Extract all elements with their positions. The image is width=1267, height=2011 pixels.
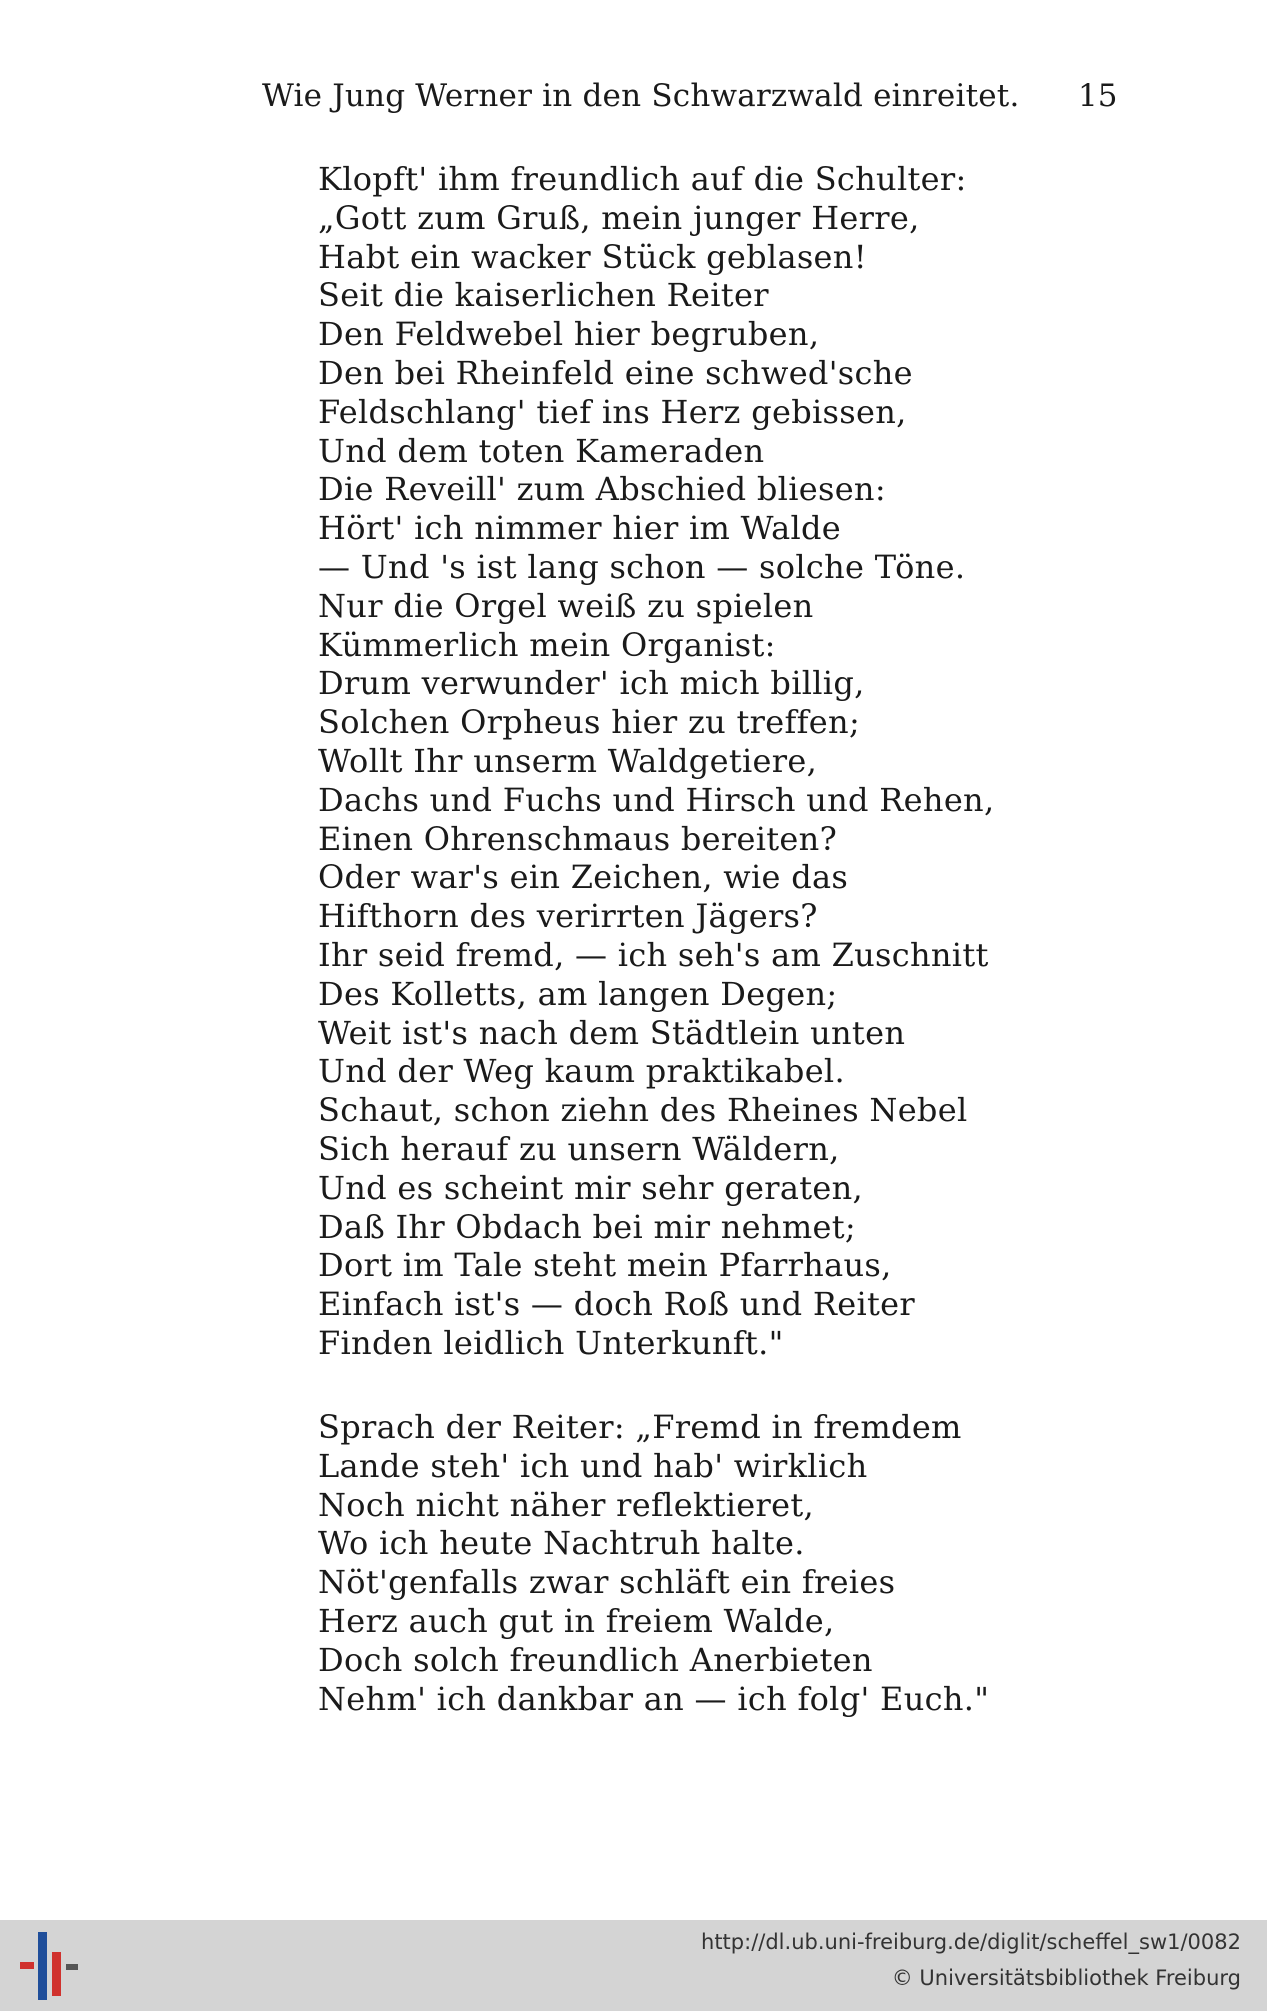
verse-line: Ihr seid fremd, — ich seh's am Zuschnitt (318, 935, 989, 974)
verse-line: Sich herauf zu unsern Wäldern, (318, 1129, 840, 1168)
logo-bar-blue (38, 1932, 47, 2000)
verse-line: Seit die kaiserlichen Reiter (318, 276, 769, 315)
verse-line: Und der Weg kaum praktikabel. (318, 1052, 845, 1091)
verse-line: Dachs und Fuchs und Hirsch und Rehen, (318, 780, 995, 819)
verse-line: Hört' ich nimmer hier im Walde (318, 509, 842, 548)
verse-line: Weit ist's nach dem Städtlein unten (318, 1013, 906, 1052)
verse-line: — Und 's ist lang schon — solche Töne. (318, 547, 966, 586)
logo-bar-red-left (20, 1962, 34, 1969)
verse-line: Kümmerlich mein Organist: (318, 625, 776, 664)
verse-line: Nur die Orgel weiß zu spielen (318, 586, 814, 625)
verse-line: Daß Ihr Obdach bei mir nehmet; (318, 1207, 856, 1246)
verse-line: Noch nicht näher reflektieret, (318, 1485, 815, 1524)
verse-line: Einfach ist's — doch Roß und Reiter (318, 1285, 915, 1324)
verse-line: „Gott zum Gruß, mein junger Herre, (318, 198, 920, 237)
verse-line: Herz auch gut in freiem Walde, (318, 1601, 835, 1640)
verse-line: Die Reveill' zum Abschied bliesen: (318, 470, 886, 509)
verse-line: Dort im Tale steht mein Pfarrhaus, (318, 1246, 892, 1285)
verse-line: Schaut, schon ziehn des Rheines Nebel (318, 1091, 968, 1130)
verse-line: Nehm' ich dankbar an — ich folg' Euch." (318, 1679, 990, 1718)
logo-bar-gray (66, 1964, 78, 1970)
verse-line: Drum verwunder' ich mich billig, (318, 664, 865, 703)
verse-line: Hifthorn des verirrten Jägers? (318, 897, 818, 936)
running-title: Wie Jung Werner in den Schwarzwald einreitet. (262, 78, 1020, 114)
verse-line: Den Feldwebel hier begruben, (318, 315, 820, 354)
copyright-notice: © Universitätsbibliothek Freiburg (891, 1966, 1241, 1990)
verse-line: Sprach der Reiter: „Fremd in fremdem (318, 1408, 962, 1446)
verse-line: Einen Ohrenschmaus bereiten? (318, 819, 838, 858)
logo-bar-red-right (52, 1952, 61, 1996)
verse-line: Und es scheint mir sehr geraten, (318, 1168, 863, 1207)
page-number: 15 (1078, 78, 1118, 114)
verse-line: Feldschlang' tief ins Herz gebissen, (318, 392, 907, 431)
verse-line: Wo ich heute Nachtruh halte. (318, 1524, 805, 1563)
verse-line: Des Kolletts, am langen Degen; (318, 974, 838, 1013)
library-logo-icon[interactable] (12, 1928, 82, 2004)
verse-line: Solchen Orpheus hier zu treffen; (318, 703, 861, 742)
verse-line: Oder war's ein Zeichen, wie das (318, 858, 849, 897)
source-url-link[interactable]: http://dl.ub.uni-freiburg.de/diglit/scheffel_sw1/0082 (701, 1930, 1241, 1954)
stanza-1 (318, 160, 994, 1363)
verse-line: Lande steh' ich und hab' wirklich (318, 1446, 868, 1485)
stanza-2 (318, 1408, 989, 1718)
verse-line: Doch solch freundlich Anerbieten (318, 1640, 873, 1679)
verse-line: Nöt'genfalls zwar schläft ein freies (318, 1563, 896, 1602)
verse-line: Finden leidlich Unterkunft." (318, 1323, 784, 1362)
verse-line: Den bei Rheinfeld eine schwed'sche (318, 353, 913, 392)
verse-line: Und dem toten Kameraden (318, 431, 765, 470)
verse-line: Wollt Ihr unserm Waldgetiere, (318, 741, 818, 780)
verse-line: Habt ein wacker Stück geblasen! (318, 237, 867, 276)
verse-line: Klopft' ihm freundlich auf die Schulter: (318, 160, 967, 198)
